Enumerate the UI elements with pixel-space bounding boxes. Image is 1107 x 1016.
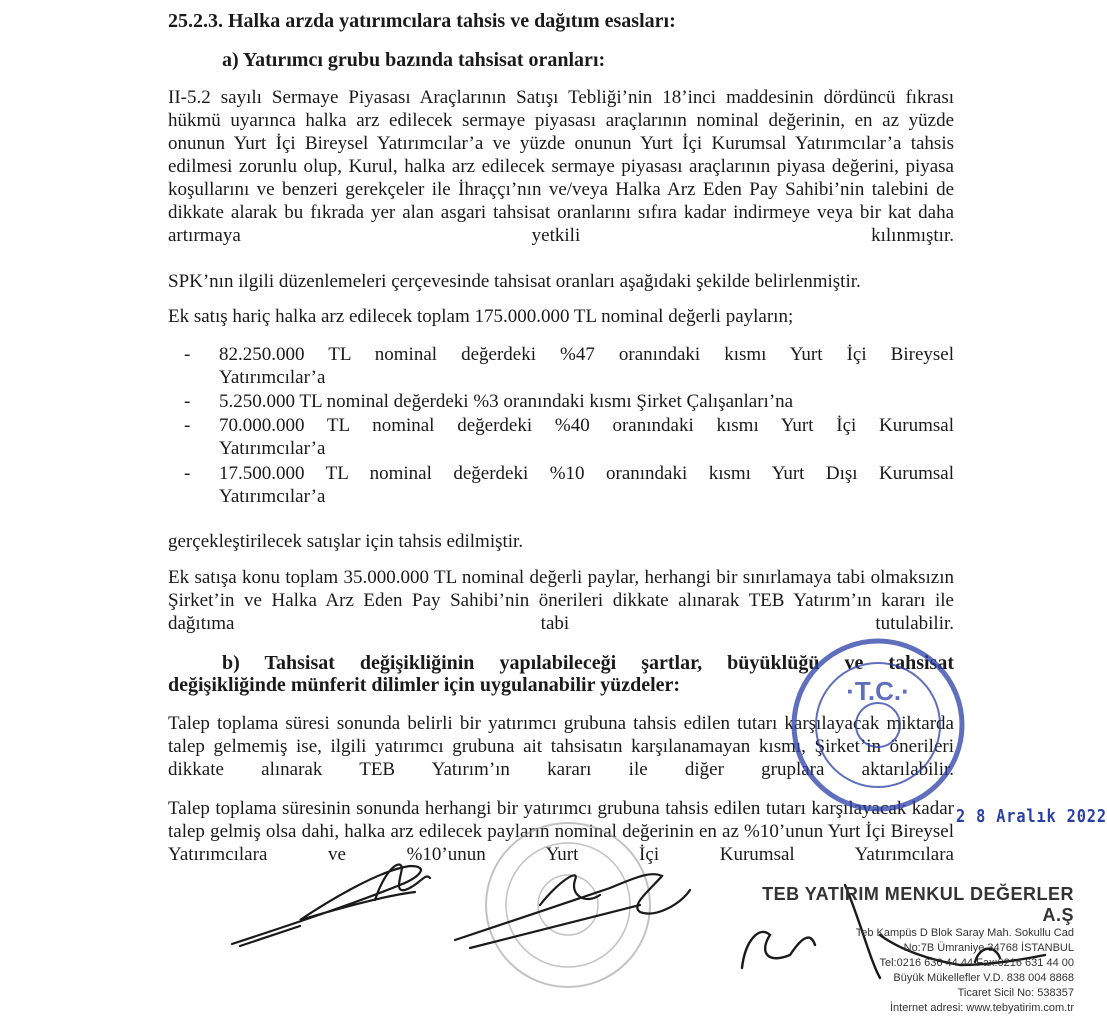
list-bullet: - — [184, 344, 191, 365]
list-bullet: - — [184, 415, 191, 436]
subsection-a-heading: a) Yatırımcı grubu bazında tahsisat oranları: — [222, 49, 606, 71]
tc-seal-stamp — [794, 641, 962, 809]
company-address-line1: Teb Kampüs D Blok Saray Mah. Sokullu Cad — [855, 927, 1074, 939]
paragraph-total-shares: Ek satış hariç halka arz edilecek toplam 175.000.000 TL nominal değerli payların; — [168, 306, 794, 327]
signature-left — [232, 865, 430, 946]
list-item-line1: 5.250.000 TL nominal değerdeki %3 oranındaki kısmı Şirket Çalışanları’na — [219, 391, 794, 412]
list-item-line2: Yatırımcılar’a — [219, 367, 326, 388]
list-item-line1: 70.000.000 TL nominal değerdeki %40 oranındaki kısmı Yurt İçi Kurumsal — [219, 415, 954, 436]
list-item-line2: Yatırımcılar’a — [219, 486, 326, 507]
paragraph-minimum-allocation: Talep toplama süresinin sonunda herhangi bir yatırımcı grubuna tahsis edilen tutarı karşılayacak kadar talep gelmiş olsa dahi, halka arz edilecek payların nominal değerinin en az %10’unun Yurt İçi Bireysel Yatırımcılara ve %10’unun Yurt İçi Kurumsal Yatırımcılara — [168, 798, 954, 865]
paragraph-allocated-sales: gerçekleştirilecek satışlar için tahsis edilmiştir. — [168, 531, 524, 552]
company-address-line2: No:7B Ümraniye 34768 İSTANBUL — [903, 942, 1074, 954]
subsection-b-heading-line2: değişikliğinde münferit dilimler için uygulanabilir yüzdeler: — [168, 674, 681, 696]
tc-stamp-label: ·T.C.· — [846, 676, 910, 706]
company-round-stamp — [486, 823, 650, 987]
received-date-stamp: 2 8 Aralık 2022 — [956, 806, 1107, 827]
list-item-line2: Yatırımcılar’a — [219, 438, 326, 459]
company-website: İnternet adresi: www.tebyatirim.com.tr — [889, 1002, 1074, 1014]
signature-middle — [455, 874, 690, 948]
company-tax-office: Büyük Mükellefler V.D. 838 004 8868 — [893, 972, 1074, 984]
paragraph-spk-rates: SPK’nın ilgili düzenlemeleri çerçevesinde tahsisat oranları aşağıdaki şekilde belirlenmiştir. — [168, 271, 861, 292]
section-title: 25.2.3. Halka arzda yatırımcılara tahsis ve dağıtım esasları: — [168, 10, 676, 32]
paragraph-legal-basis: II-5.2 sayılı Sermaye Piyasası Araçlarının Satışı Tebliği’nin 18’inci maddesinin dördüncü fıkrası hükmü uyarınca halka arz edilecek sermaye piyasası araçlarının nominal değerinin, en az yüzde onunun Yurt İçi Bireysel Yatırımcılar’a ve yüzde onunun Yurt İçi Kurumsal Yatırımcılar’a tahsis edilmesi zorunlu olup, Kurul, halka arz edilecek sermaye piyasası araçlarının piyasa değerini, piyasa koşullarını ve benzeri gerekçeler ile İhraççı’nın ve/veya Halka Arz Eden Pay Sahibi’nin talebini de dikkate alarak bu fıkrada yer alan asgari tahsisat oranlarını sıfıra kadar indirmeye veya bir kat daha artırmaya yetkili kılınmıştır. — [168, 87, 954, 246]
list-item-line1: 17.500.000 TL nominal değerdeki %10 oranındaki kısmı Yurt Dışı Kurumsal — [219, 463, 954, 484]
list-bullet: - — [184, 463, 191, 484]
list-item-line1: 82.250.000 TL nominal değerdeki %47 oranındaki kısmı Yurt İçi Bireysel — [219, 344, 954, 365]
paragraph-additional-sale: Ek satışa konu toplam 35.000.000 TL nominal değerli paylar, herhangi bir sınırlamaya tabi olmaksızın Şirket’in ve Halka Arz Eden Pay Sahibi’nin önerileri dikkate alınarak TEB Yatırım’ın kararı ile dağıtıma tabi tutulabilir. — [168, 567, 954, 634]
company-phone-fax: Tel:0216 636 44 44 Fax:0216 631 44 00 — [879, 957, 1074, 969]
subsection-b-heading-line1: b) Tahsisat değişikliğinin yapılabileceği şartlar, büyüklüğü ve tahsisat — [222, 652, 954, 674]
list-bullet: - — [184, 391, 191, 412]
company-trade-registry: Ticaret Sicil No: 538357 — [957, 987, 1074, 999]
paragraph-unmet-demand: Talep toplama süresi sonunda belirli bir yatırımcı grubuna tahsis edilen tutarı karşılayacak miktarda talep gelmemiş ise, ilgili yatırımcı grubuna ait tahsisatın karşılanamayan kısmı, Şirket’in önerileri dikkate alınarak TEB Yatırım’ın kararı ile diğer gruplara aktarılabilir. — [168, 713, 954, 780]
company-stamp — [762, 884, 1074, 1016]
company-name: TEB YATIRIM MENKUL DEĞERLER A.Ş — [762, 884, 1074, 925]
